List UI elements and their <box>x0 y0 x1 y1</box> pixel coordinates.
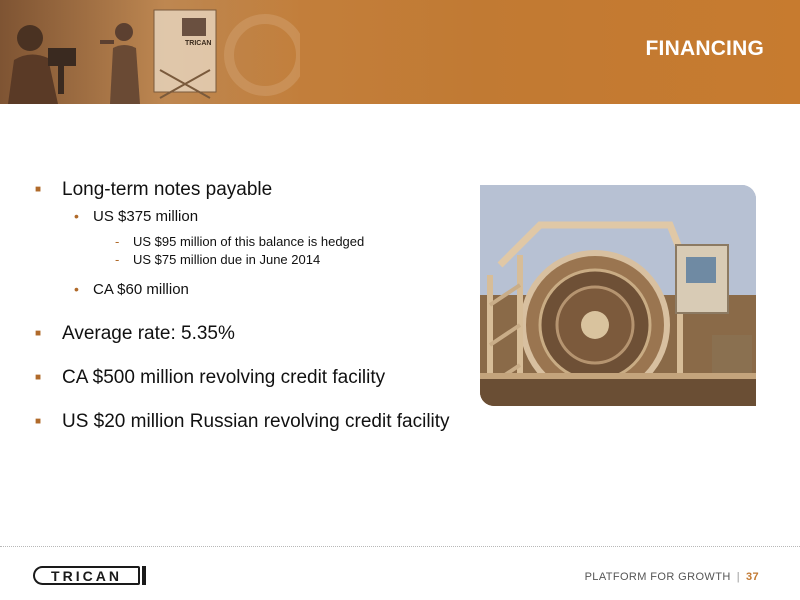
dash-bullet-icon: - <box>115 234 120 249</box>
sub-sub-bullet-item <box>115 233 454 250</box>
bullet-text: Average rate: 5.35% <box>62 323 235 344</box>
sub-sub-bullet-text: US $95 million of this balance is hedged <box>133 234 365 249</box>
coiled-tubing-unit-illustration <box>480 185 756 406</box>
header-photo-illustration <box>0 0 300 104</box>
page-number: 37 <box>745 571 759 583</box>
logo-frame <box>33 566 140 585</box>
equipment-photo <box>480 185 756 406</box>
bullet-text: CA $500 million revolving credit facility <box>62 367 386 388</box>
bullet-text: US $20 million Russian revolving credit facility <box>62 411 450 432</box>
trican-logo <box>33 566 145 586</box>
logo-bar <box>142 566 146 585</box>
header-photo <box>0 0 300 104</box>
header-banner <box>0 0 800 104</box>
square-bullet-icon: ■ <box>35 184 42 195</box>
bullet-text: Long-term notes payable <box>62 179 273 200</box>
banner-logo: TRICAN <box>185 40 212 47</box>
footer-separator: | <box>736 571 740 583</box>
sub-sub-bullet-item <box>115 251 454 268</box>
square-bullet-icon: ■ <box>35 372 42 383</box>
sub-bullet-item <box>74 280 454 299</box>
logo-text: TRICAN <box>51 567 122 584</box>
bullet-item <box>34 178 454 201</box>
bullet-item <box>34 410 454 433</box>
dot-bullet-icon: • <box>74 208 79 224</box>
bullet-item <box>34 366 454 389</box>
footer-divider <box>0 546 800 547</box>
dot-bullet-icon: • <box>74 281 79 297</box>
bullet-list <box>34 178 454 433</box>
sub-bullet-item <box>74 207 454 226</box>
bullet-item <box>34 322 454 345</box>
sub-sub-bullet-text: US $75 million due in June 2014 <box>133 252 321 267</box>
square-bullet-icon: ■ <box>35 416 42 427</box>
footer-tagline <box>585 571 759 583</box>
sub-bullet-text: US $375 million <box>93 208 199 225</box>
tagline-text: PLATFORM FOR GROWTH <box>584 571 731 583</box>
sub-bullet-text: CA $60 million <box>93 281 189 298</box>
page-title: FINANCING <box>645 37 764 60</box>
square-bullet-icon: ■ <box>35 328 42 339</box>
dash-bullet-icon: - <box>115 252 120 267</box>
